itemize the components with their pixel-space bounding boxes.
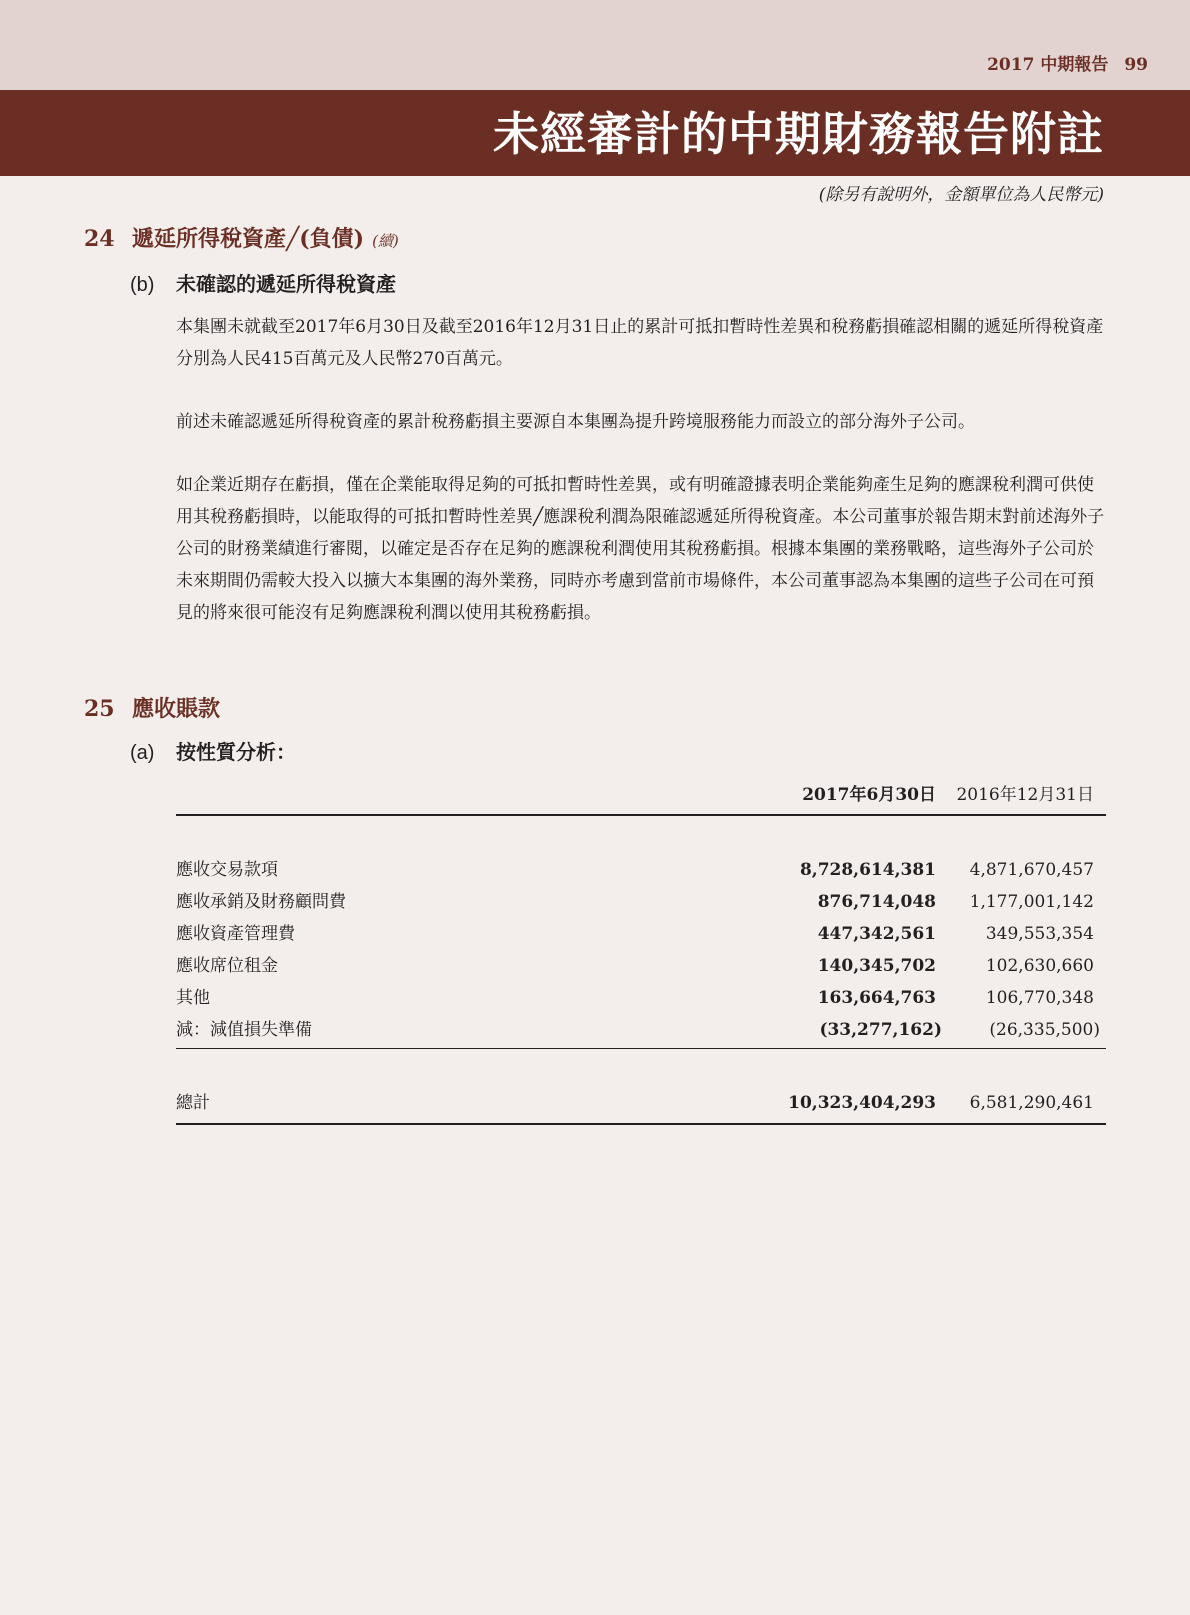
value-2016: 106,770,348	[985, 988, 1094, 1008]
paragraph-1: 本集團未就截至2017年6月30日及截至2016年12月31日止的累計可抵扣暫時性差異和稅務虧損確認相關的遞延所得稅資產分別為人民415百萬元及人民幣270百萬元。	[176, 317, 1104, 369]
table-row	[176, 982, 1106, 1014]
receivables-table	[176, 780, 1106, 1125]
row-label: 其他	[176, 988, 210, 1008]
top-band	[0, 0, 1190, 90]
value-2017: 447,342,561	[817, 924, 936, 944]
section-title: 應收賬款	[132, 696, 221, 722]
column-header-2016: 2016年12月31日	[956, 785, 1094, 805]
table-body	[176, 816, 1106, 1049]
total-2017: 10,323,404,293	[788, 1093, 936, 1113]
page-title: 未經審計的中期財務報告附註	[493, 107, 1104, 161]
paragraph-2: 前述未確認遞延所得稅資產的累計稅務虧損主要源自本集團為提升跨境服務能力而設立的部分海外子公司。	[176, 412, 975, 432]
section-title: 遞延所得稅資產╱(負債)	[132, 226, 365, 252]
subsection-letter: (a)	[130, 742, 155, 764]
section-25-heading	[84, 692, 220, 723]
value-2017: 140,345,702	[817, 956, 936, 976]
value-2017: (33,277,162)	[819, 1020, 942, 1040]
value-2017: 876,714,048	[817, 892, 936, 912]
row-label: 應收交易款項	[176, 860, 278, 880]
subsection-a-heading	[130, 736, 296, 765]
running-header	[987, 50, 1148, 75]
value-2016: 102,630,660	[985, 956, 1094, 976]
row-label: 應收承銷及財務顧問費	[176, 892, 346, 912]
page-number: 99	[1124, 55, 1148, 75]
table-row	[176, 1014, 1106, 1046]
subsection-title: 未確認的遞延所得稅資產	[176, 272, 396, 296]
total-2016: 6,581,290,461	[969, 1093, 1094, 1113]
table-header	[176, 780, 1106, 816]
table-row	[176, 854, 1106, 886]
value-2016: 349,553,354	[985, 924, 1094, 944]
subsection-title: 按性質分析：	[176, 740, 296, 764]
value-2016: 1,177,001,142	[969, 892, 1094, 912]
value-2017: 163,664,763	[817, 988, 936, 1008]
subsection-b-heading	[130, 268, 396, 297]
table-row	[176, 918, 1106, 950]
table-row	[176, 886, 1106, 918]
table-row	[176, 950, 1106, 982]
paragraph-3: 如企業近期存在虧損，僅在企業能取得足夠的可抵扣暫時性差異，或有明確證據表明企業能夠產生足夠的應課稅利潤可供使用其稅務虧損時，以能取得的可抵扣暫時性差異╱應課稅利潤為限確認遞延所得稅資產。本公司董事於報告期末對前述海外子公司的財務業績進行審閱，以確定是否存在足夠的應課稅利潤使用其稅務虧損。根據本集團的業務戰略，這些海外子公司於未來期間仍需較大投入以擴大本集團的海外業務，同時亦考慮到當前市場條件，本公司董事認為本集團的這些子公司在可預見的將來很可能沒有足夠應課稅利潤以使用其稅務虧損。	[176, 475, 1105, 623]
subsection-letter: (b)	[130, 274, 155, 296]
section-24-heading	[84, 222, 399, 253]
value-2017: 8,728,614,381	[799, 860, 936, 880]
total-label: 總計	[176, 1093, 210, 1113]
report-name: 2017 中期報告	[987, 55, 1109, 75]
value-2016: 4,871,670,457	[969, 860, 1094, 880]
currency-note: (除另有說明外，金額單位為人民幣元)	[818, 185, 1104, 205]
continued-note: (續)	[372, 232, 399, 250]
value-2016: (26,335,500)	[989, 1020, 1100, 1040]
row-label: 減：減值損失準備	[176, 1020, 312, 1040]
row-label: 應收資產管理費	[176, 924, 295, 944]
section-number: 25	[84, 696, 115, 722]
section-number: 24	[84, 226, 115, 252]
row-label: 應收席位租金	[176, 956, 278, 976]
total-row	[176, 1087, 1106, 1125]
column-header-2017: 2017年6月30日	[802, 785, 936, 805]
